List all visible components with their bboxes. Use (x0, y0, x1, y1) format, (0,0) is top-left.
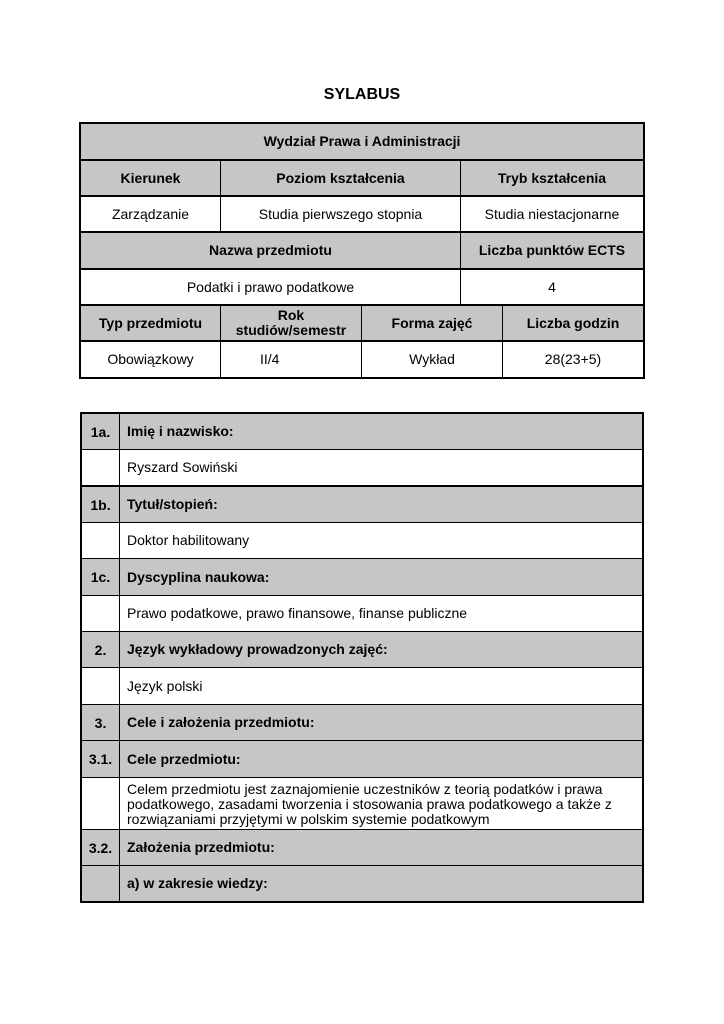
section-3-1-value (119, 777, 643, 830)
section-1c-label: Dyscyplina naukowa: (119, 558, 643, 596)
section-1b-blank (81, 522, 120, 559)
section-1a-blank (81, 449, 120, 486)
section-1a-value: Ryszard Sowiński (119, 449, 643, 486)
section-1a-number: 1a. (81, 413, 120, 450)
field-value: Zarządzanie (80, 196, 221, 232)
year-header (220, 305, 362, 341)
section-3-2-number: 3.2. (81, 829, 120, 866)
year-header-line2: studiów/semestr (235, 322, 347, 338)
section-2-value: Język polski (119, 667, 643, 705)
subject-header: Nazwa przedmiotu (80, 232, 461, 269)
section-3-1-number: 3.1. (81, 740, 120, 778)
type-header: Typ przedmiotu (80, 305, 221, 341)
ects-value: 4 (460, 269, 644, 305)
form-header: Forma zajęć (361, 305, 503, 341)
section-3-1-value-line2: podatkowego, zasadami tworzenia i stosowania prawa podatkowego a także z (127, 795, 612, 812)
section-3-number: 3. (81, 704, 120, 741)
section-1b-label: Tytuł/stopień: (119, 486, 643, 523)
mode-header: Tryb kształcenia (460, 160, 644, 196)
mode-value: Studia niestacjonarne (460, 196, 644, 232)
section-3-2a-label: a) w zakresie wiedzy: (119, 865, 643, 902)
ects-header: Liczba punktów ECTS (460, 232, 644, 269)
level-header: Poziom kształcenia (220, 160, 461, 196)
subject-value: Podatki i prawo podatkowe (80, 269, 461, 305)
section-1a-label: Imię i nazwisko: (119, 413, 643, 450)
hours-value: 28(23+5) (502, 341, 644, 378)
section-2-label: Język wykładowy prowadzonych zajęć: (119, 631, 643, 668)
section-3-2-label: Założenia przedmiotu: (119, 829, 643, 866)
section-1b-number: 1b. (81, 486, 120, 523)
section-2-blank (81, 667, 120, 705)
section-3-1-value-line3: rozwiązaniami przyjętymi w polskim systemie podatkowym (127, 810, 490, 827)
section-3-1-label: Cele przedmiotu: (119, 740, 643, 778)
field-header: Kierunek (80, 160, 221, 196)
year-value: II/4 (220, 341, 362, 378)
faculty-header: Wydział Prawa i Administracji (80, 123, 644, 160)
document-title: SYLABUS (323, 86, 401, 103)
section-1b-value: Doktor habilitowany (119, 522, 643, 559)
section-2-number: 2. (81, 631, 120, 668)
year-header-line1: Rok (277, 307, 305, 323)
section-3-2a-blank (81, 865, 120, 902)
form-value: Wykład (361, 341, 503, 378)
section-1c-value: Prawo podatkowe, prawo finansowe, finanse publiczne (119, 595, 643, 632)
level-value: Studia pierwszego stopnia (220, 196, 461, 232)
hours-header: Liczba godzin (502, 305, 644, 341)
section-1c-number: 1c. (81, 558, 120, 596)
section-3-label: Cele i założenia przedmiotu: (119, 704, 643, 741)
section-3-1-blank (81, 777, 120, 830)
type-value: Obowiązkowy (80, 341, 221, 378)
section-3-1-value-line1: Celem przedmiotu jest zaznajomienie uczestników z teorią podatków i prawa (127, 780, 603, 797)
section-1c-blank (81, 595, 120, 632)
